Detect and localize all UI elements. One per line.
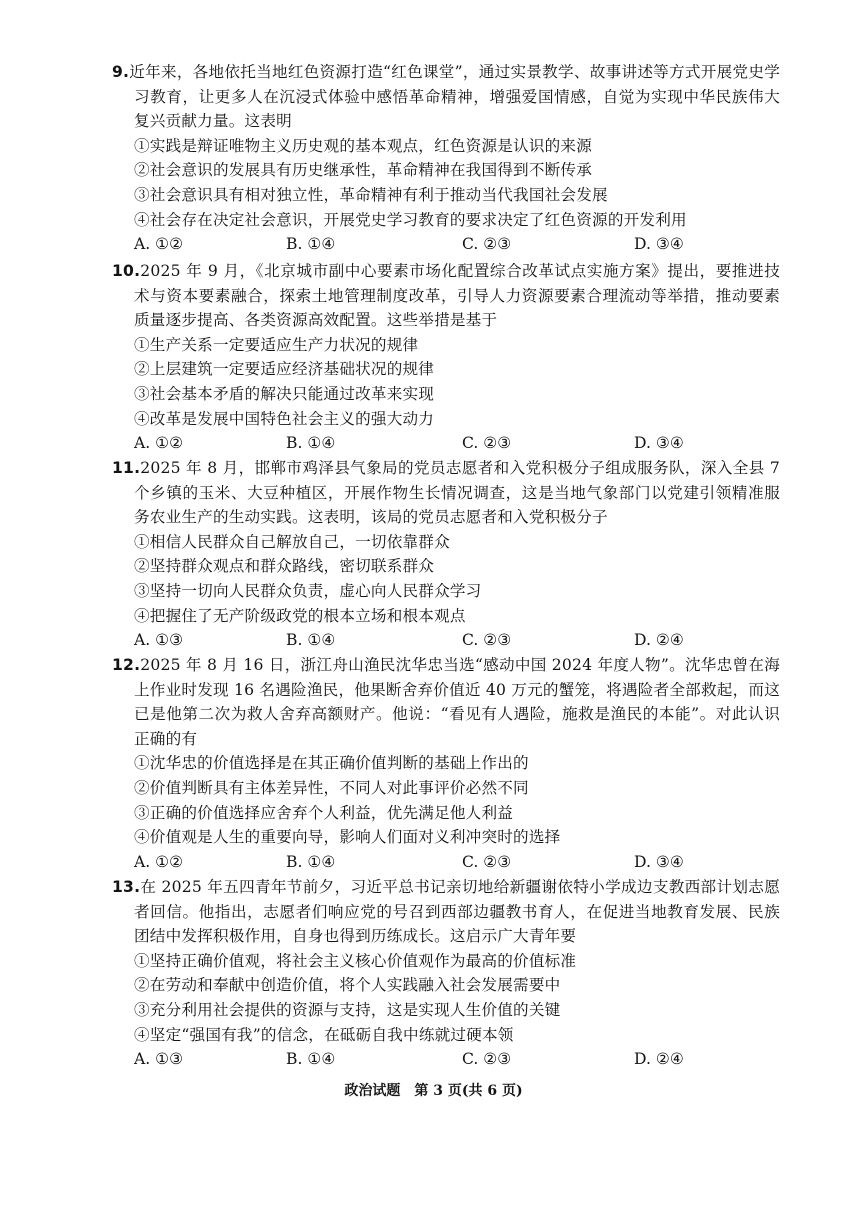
- statement-2: ②在劳动和奉献中创造价值，将个人实践融入社会发展需要中: [134, 976, 561, 995]
- choice-b: B. ①④: [286, 235, 336, 254]
- question-12: [112, 653, 780, 874]
- answer-choices: [112, 431, 780, 456]
- choice-c: C. ②③: [462, 434, 512, 453]
- statement-3: ③正确的价值选择应舍弃个人利益，优先满足他人利益: [134, 803, 514, 822]
- question-stem: [112, 259, 780, 333]
- question-stem: [112, 456, 780, 530]
- question-number: 11.: [112, 459, 141, 477]
- statement-4: ④把握住了无产阶级政党的根本立场和根本观点: [134, 606, 466, 625]
- question-stem: [112, 653, 780, 751]
- statement-3: ③充分利用社会提供的资源与支持，这是实现人生价值的关键: [134, 1000, 561, 1019]
- question-10: [112, 259, 780, 456]
- choice-d: D. ②④: [634, 1050, 684, 1069]
- page-footer: 政治试题 第 3 页(共 6 页): [344, 1083, 523, 1099]
- statement-3: ③社会基本矛盾的解决只能通过改革来实现: [134, 384, 435, 403]
- answer-choices: [112, 232, 780, 257]
- statement-1: ①实践是辩证唯物主义历史观的基本观点，红色资源是认识的来源: [134, 136, 593, 155]
- statement-1: ①沈华忠的价值选择是在其正确价值判断的基础上作出的: [134, 754, 529, 773]
- answer-choices: [112, 1047, 780, 1072]
- question-text: 近年来，各地依托当地红色资源打造“红色课堂”，通过实景教学、故事讲述等方式开展党史学习教育，让更多人在沉浸式体验中感悟革命精神，增强爱国情感，自觉为实现中华民族伟大复兴贡献力量。这表明: [129, 63, 780, 131]
- choice-b: B. ①④: [286, 434, 336, 453]
- statement-2: ②上层建筑一定要适应经济基础状况的规律: [134, 360, 435, 379]
- choice-d: D. ③④: [634, 434, 684, 453]
- choice-b: B. ①④: [286, 631, 336, 650]
- choice-c: C. ②③: [462, 1050, 512, 1069]
- choice-c: C. ②③: [462, 631, 512, 650]
- question-number: 9.: [112, 63, 130, 81]
- choice-a: A. ①②: [134, 434, 184, 453]
- statement-4: ④坚定“强国有我”的信念，在砥砺自我中练就过硬本领: [134, 1025, 514, 1044]
- statement-4: ④价值观是人生的重要向导，影响人们面对义利冲突时的选择: [134, 828, 561, 847]
- choice-a: A. ①③: [134, 631, 184, 650]
- question-number: 12.: [112, 656, 141, 674]
- statement-4: ④改革是发展中国特色社会主义的强大动力: [134, 409, 435, 428]
- question-text: 在 2025 年五四青年节前夕，习近平总书记亲切地给新疆谢依特小学成边支教西部计划志愿者回信。他指出，志愿者们响应党的号召到西部边疆教书育人，在促进当地教育发展、民族团结中发挥积极作用，自身也得到历练成长。这启示广大青年要: [134, 878, 780, 946]
- question-11: [112, 456, 780, 653]
- question-text: 2025 年 9 月，《北京城市副中心要素市场化配置综合改革试点实施方案》提出，要推进技术与资本要素融合，探索土地管理制度改革，引导人力资源要素合理流动等举措，推动要素质量逐步提高、各类资源高效配置。这些举措是基于: [134, 262, 780, 330]
- statement-1: ①生产关系一定要适应生产力状况的规律: [134, 335, 419, 354]
- statement-1: ①坚持正确价值观，将社会主义核心价值观作为最高的价值标准: [134, 951, 577, 970]
- question-text: 2025 年 8 月，邯郸市鸡泽县气象局的党员志愿者和入党积极分子组成服务队，深入全县 7 个乡镇的玉米、大豆种植区，开展作物生长情况调查，这是当地气象部门以党建引领精准服务农业生产的生动实践。这表明，该局的党员志愿者和入党积极分子: [134, 459, 780, 527]
- question-text: 2025 年 8 月 16 日，浙江舟山渔民沈华忠当选“感动中国 2024 年度人物”。沈华忠曾在海上作业时发现 16 名遇险渔民，他果断舍弃价值近 40 万元的蟹笼，将遇险者全部救起，而这已是他第二次为救人舍弃高额财产。他说：“看见有人遇险，施救是渔民的本能”。对此认识正确的有: [134, 656, 780, 748]
- question-number: 10.: [112, 262, 141, 280]
- choice-c: C. ②③: [462, 852, 512, 871]
- statement-2: ②社会意识的发展具有历史继承性，革命精神在我国得到不断传承: [134, 161, 593, 180]
- choice-d: D. ③④: [634, 235, 684, 254]
- choice-c: C. ②③: [462, 235, 512, 254]
- statement-2: ②价值判断具有主体差异性，不同人对此事评价必然不同: [134, 778, 529, 797]
- choice-a: A. ①②: [134, 235, 184, 254]
- question-9: [112, 60, 780, 257]
- question-stem: [112, 60, 780, 134]
- answer-choices: [112, 628, 780, 653]
- choice-b: B. ①④: [286, 852, 336, 871]
- choice-a: A. ①③: [134, 1050, 184, 1069]
- question-stem: [112, 875, 780, 949]
- statement-3: ③社会意识具有相对独立性，革命精神有利于推动当代我国社会发展: [134, 185, 608, 204]
- statement-2: ②坚持群众观点和群众路线，密切联系群众: [134, 557, 435, 576]
- question-number: 13.: [112, 878, 141, 896]
- question-13: [112, 875, 780, 1072]
- choice-a: A. ①②: [134, 852, 184, 871]
- choice-b: B. ①④: [286, 1050, 336, 1069]
- statement-4: ④社会存在决定社会意识，开展党史学习教育的要求决定了红色资源的开发利用: [134, 210, 687, 229]
- answer-choices: [112, 850, 780, 875]
- statement-3: ③坚持一切向人民群众负责，虚心向人民群众学习: [134, 581, 482, 600]
- statement-1: ①相信人民群众自己解放自己，一切依靠群众: [134, 532, 450, 551]
- choice-d: D. ②④: [634, 631, 684, 650]
- choice-d: D. ③④: [634, 852, 684, 871]
